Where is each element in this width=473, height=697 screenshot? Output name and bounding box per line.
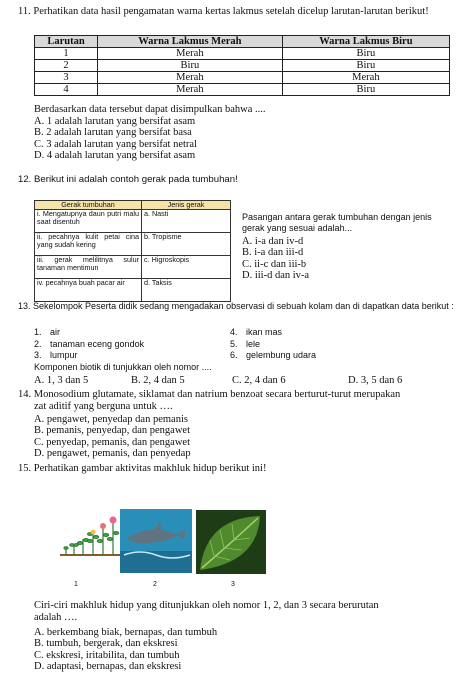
q13-question: Komponen biotik di tunjukkan oleh nomor .... [34, 362, 212, 372]
table-row [35, 256, 231, 279]
image-label-1: 1 [74, 581, 78, 588]
item-number: 6. [230, 350, 238, 360]
table-row [35, 72, 450, 84]
q11-option-c[interactable]: C. 3 adalah larutan yang bersifat netral [34, 138, 197, 150]
q11-option-b[interactable]: B. 2 adalah larutan yang bersifat basa [34, 127, 192, 139]
q11-header-lakmus-biru: Warna Lakmus Biru [282, 36, 449, 48]
table-cell: Biru [98, 60, 283, 72]
table-cell: Merah [282, 72, 449, 84]
q12-options [242, 236, 309, 282]
q13-stem [18, 300, 458, 312]
table-cell: Biru [282, 84, 449, 96]
q12-number: 12. [18, 174, 32, 185]
q13-items [34, 327, 364, 362]
list-item [34, 339, 364, 351]
q12-table [34, 200, 231, 302]
item-number: 3. [34, 350, 42, 360]
q11-table-header [35, 36, 450, 48]
table-cell: a. Nasti [142, 210, 231, 233]
q12-question-line1: Pasangan antara gerak tumbuhan dengan jenis [242, 212, 432, 222]
table-row [35, 210, 231, 233]
q11-stem-text: Perhatikan data hasil pengamatan warna kertas lakmus setelah dicelup larutan-larutan berikut! [33, 6, 429, 17]
table-cell: i. Mengatupnya daun putri malu saat disentuh [35, 210, 142, 233]
item-text: lele [246, 338, 261, 349]
q12-stem [18, 174, 238, 186]
q13-option-d[interactable]: D. 3, 5 dan 6 [348, 375, 403, 386]
q13-number: 13. [18, 301, 31, 311]
item-number: 4. [230, 327, 238, 337]
q11-stem [18, 6, 468, 18]
table-row [35, 48, 450, 60]
list-item [34, 350, 364, 362]
list-item [34, 327, 364, 339]
table-cell: Biru [282, 60, 449, 72]
q12-option-a[interactable]: A. i-a dan iv-d [242, 236, 304, 247]
q12-question-line2: gerak yang sesuai adalah... [242, 223, 353, 233]
q11-option-a[interactable]: A. 1 adalah larutan yang bersifat asam [34, 116, 196, 127]
q15-question-line2: adalah …. [34, 612, 78, 623]
table-row [35, 84, 450, 96]
q15-option-a[interactable]: A. berkembang biak, bernapas, dan tumbuh [34, 627, 218, 638]
table-cell: 4 [35, 84, 98, 96]
q15-number: 15. [18, 463, 32, 474]
q14-stem-line2: zat aditif yang berguna untuk …. [34, 401, 173, 412]
table-cell: iii. gerak melilitnya sulur tanaman mentimun [35, 256, 142, 279]
q13-stem-text: Sekelompok Peserta didik sedang mengadakan observasi di sebuah kolam dan di dapatkan data berikut : [33, 301, 454, 311]
item-number: 1. [34, 327, 42, 337]
q13-option-b[interactable]: B. 2, 4 dan 5 [131, 375, 185, 386]
q11-number: 11. [18, 6, 31, 17]
q15-question-line1: Ciri-ciri makhluk hidup yang ditunjukkan oleh nomor 1, 2, dan 3 secara berurutan [34, 600, 379, 611]
table-cell: Merah [98, 84, 283, 96]
q11-options [34, 116, 197, 162]
q14-stem-line1: Monosodium glutamate, siklamat dan natrium benzoat secara berturut-turut merupakan [33, 389, 401, 400]
table-cell: Merah [98, 72, 283, 84]
table-cell: 3 [35, 72, 98, 84]
table-cell: d. Taksis [142, 279, 231, 302]
q15-stem-text: Perhatikan gambar aktivitas makhluk hidup berikut ini! [33, 463, 267, 474]
q14-option-c[interactable]: C. penyedap, pemanis, dan pengawet [34, 436, 190, 448]
q14-options [34, 414, 191, 460]
q14-option-d[interactable]: D. pengawet, pemanis, dan penyedap [34, 448, 191, 460]
image-label-3: 3 [231, 581, 235, 588]
q11-header-larutan: Larutan [35, 36, 98, 48]
table-cell: 1 [35, 48, 98, 60]
q13-option-a[interactable]: A. 1, 3 dan 5 [34, 375, 89, 386]
q12-option-c[interactable]: C. ii-c dan iii-b [242, 258, 307, 270]
item-number: 2. [34, 338, 42, 349]
q14-stem [18, 389, 468, 413]
q14-option-a[interactable]: A. pengawet, penyedap dan pemanis [34, 414, 188, 425]
q14-number: 14. [18, 389, 32, 400]
q12-question [242, 212, 432, 234]
plant-growth-image [60, 507, 120, 557]
q15-option-d[interactable]: D. adaptasi, bernapas, dan ekskresi [34, 661, 182, 673]
item-number: 5. [230, 338, 238, 349]
item-text: lumpur [50, 350, 78, 360]
q15-question [34, 600, 379, 624]
q15-option-b[interactable]: B. tumbuh, bergerak, dan ekskresi [34, 638, 178, 650]
table-row [35, 233, 231, 256]
q15-options [34, 627, 217, 673]
q12-header-jenis: Jenis gerak [142, 201, 231, 210]
q14-option-b[interactable]: B. pemanis, penyedap, dan pengawet [34, 425, 190, 437]
q11-question: Berdasarkan data tersebut dapat disimpulkan bahwa .... [34, 104, 266, 115]
item-text: tanaman eceng gondok [50, 338, 145, 349]
table-cell: b. Tropisme [142, 233, 231, 256]
table-cell: ii. pecahnya kulit petai cina yang sudah kering [35, 233, 142, 256]
item-text: ikan mas [246, 327, 283, 337]
q12-option-d[interactable]: D. iii-d dan iv-a [242, 270, 310, 282]
image-label-2: 2 [153, 581, 157, 588]
q12-stem-text: Berikut ini adalah contoh gerak pada tumbuhan! [34, 174, 238, 185]
table-cell: iv. pecahnya buah pacar air [35, 279, 142, 302]
q11-option-d[interactable]: D. 4 adalah larutan yang bersifat asam [34, 150, 196, 162]
table-cell: Biru [282, 48, 449, 60]
q13-option-c[interactable]: C. 2, 4 dan 6 [232, 375, 286, 386]
q11-table [34, 35, 450, 96]
table-row [35, 279, 231, 302]
table-cell: c. Higroskopis [142, 256, 231, 279]
table-cell: Merah [98, 48, 283, 60]
leaf-image [196, 510, 266, 574]
q11-header-lakmus-merah: Warna Lakmus Merah [98, 36, 283, 48]
q15-option-c[interactable]: C. ekskresi, iritabilita, dan tumbuh [34, 649, 180, 661]
q15-stem [18, 463, 266, 475]
q12-option-b[interactable]: B. i-a dan iii-d [242, 247, 304, 259]
q12-header-gerak: Gerak tumbuhan [35, 201, 142, 210]
table-row [35, 60, 450, 72]
q13-options [34, 375, 464, 386]
item-text: gelembung udara [246, 350, 317, 360]
dolphin-image [120, 509, 192, 573]
table-cell: 2 [35, 60, 98, 72]
item-text: air [50, 327, 61, 337]
